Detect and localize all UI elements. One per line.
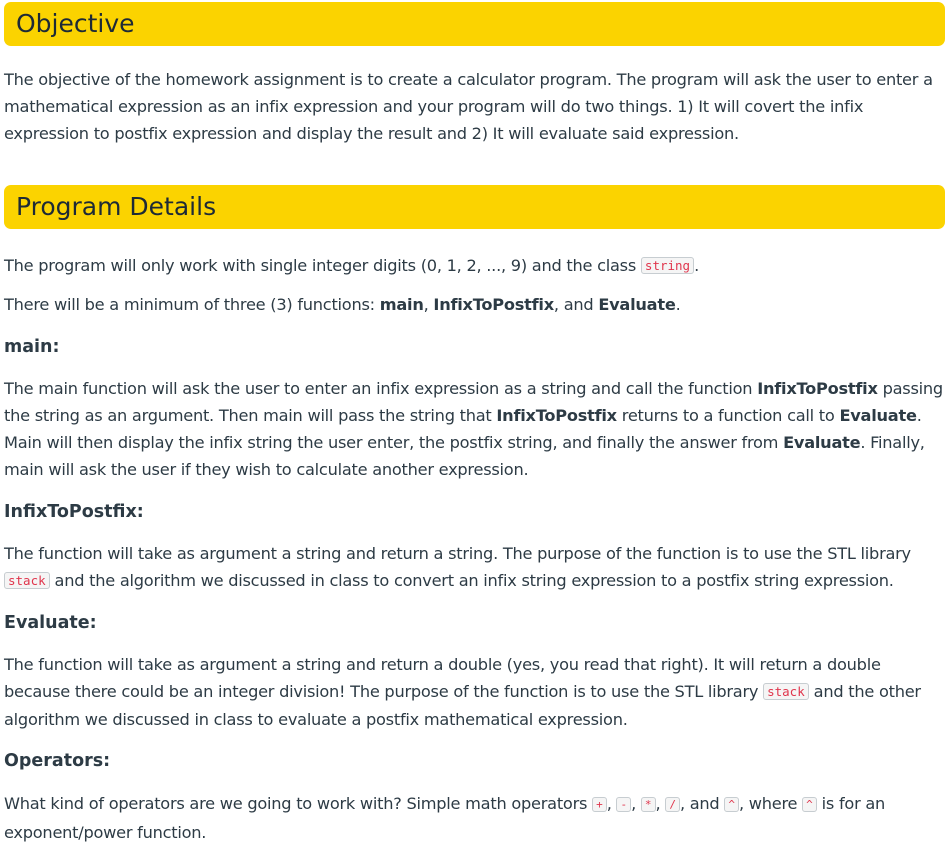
objective-heading: Objective [16, 9, 135, 38]
evaluate-bold: Evaluate [598, 295, 676, 314]
program-details-banner [4, 185, 945, 229]
string-code: string [641, 257, 694, 274]
minus-operator-code: - [616, 797, 631, 812]
operators-heading: Operators: [4, 751, 111, 771]
plus-operator-code: + [592, 797, 607, 812]
infix-bold: InfixToPostfix [433, 295, 554, 314]
main-paragraph: The main function will ask the user to enter an infix expression as a string and call the function InfixToPostfix passing the string as an argument. Then main will pass the string that InfixToPostfix returns to a function call to Evaluate. Main will then display the infix string the user enter, the postfix string, and finally the answer from Evaluate. Finally, main will ask the user if they wish to calculate another expression. [4, 379, 943, 479]
evaluate-paragraph: The function will take as argument a string and return a double (yes, you read that right). It will return a double because there could be an integer division! The purpose of the function is to use the STL library stack and the other algorithm we discussed in class to evaluate a postfix mathematical expression. [4, 655, 921, 729]
stack-code: stack [4, 572, 50, 589]
infix-paragraph: The function will take as argument a string and return a string. The purpose of the function is to use the STL library stack and the algorithm we discussed in class to convert an infix string expression to a postfix string expression. [4, 544, 911, 590]
main-bold: main [379, 295, 424, 314]
stack-code: stack [763, 683, 809, 700]
objective-paragraph: The objective of the homework assignment is to create a calculator program. The program will ask the user to enter a mathematical expression as an infix expression and your program will do two things. 1) It will covert the infix expression to postfix expression and display the result and 2) It will evaluate said expression. [4, 70, 933, 143]
main-heading: main: [4, 337, 60, 357]
operators-paragraph: What kind of operators are we going to work with? Simple math operators + , - , * , / , and ^ , where ^ is for an exponent/power function. [4, 794, 886, 842]
evaluate-heading: Evaluate: [4, 613, 97, 633]
multiply-operator-code: * [641, 797, 656, 812]
objective-banner [4, 2, 945, 46]
power-operator-code: ^ [724, 797, 739, 812]
details-paragraph-2: There will be a minimum of three (3) functions: main, InfixToPostfix, and Evaluate. [4, 295, 681, 314]
divide-operator-code: / [665, 797, 680, 812]
details-paragraph-1: The program will only work with single integer digits (0, 1, 2, ..., 9) and the class string . [4, 256, 699, 275]
program-details-heading: Program Details [16, 192, 217, 221]
infix-heading: InfixToPostfix: [4, 502, 144, 522]
power-operator-code: ^ [802, 797, 817, 812]
